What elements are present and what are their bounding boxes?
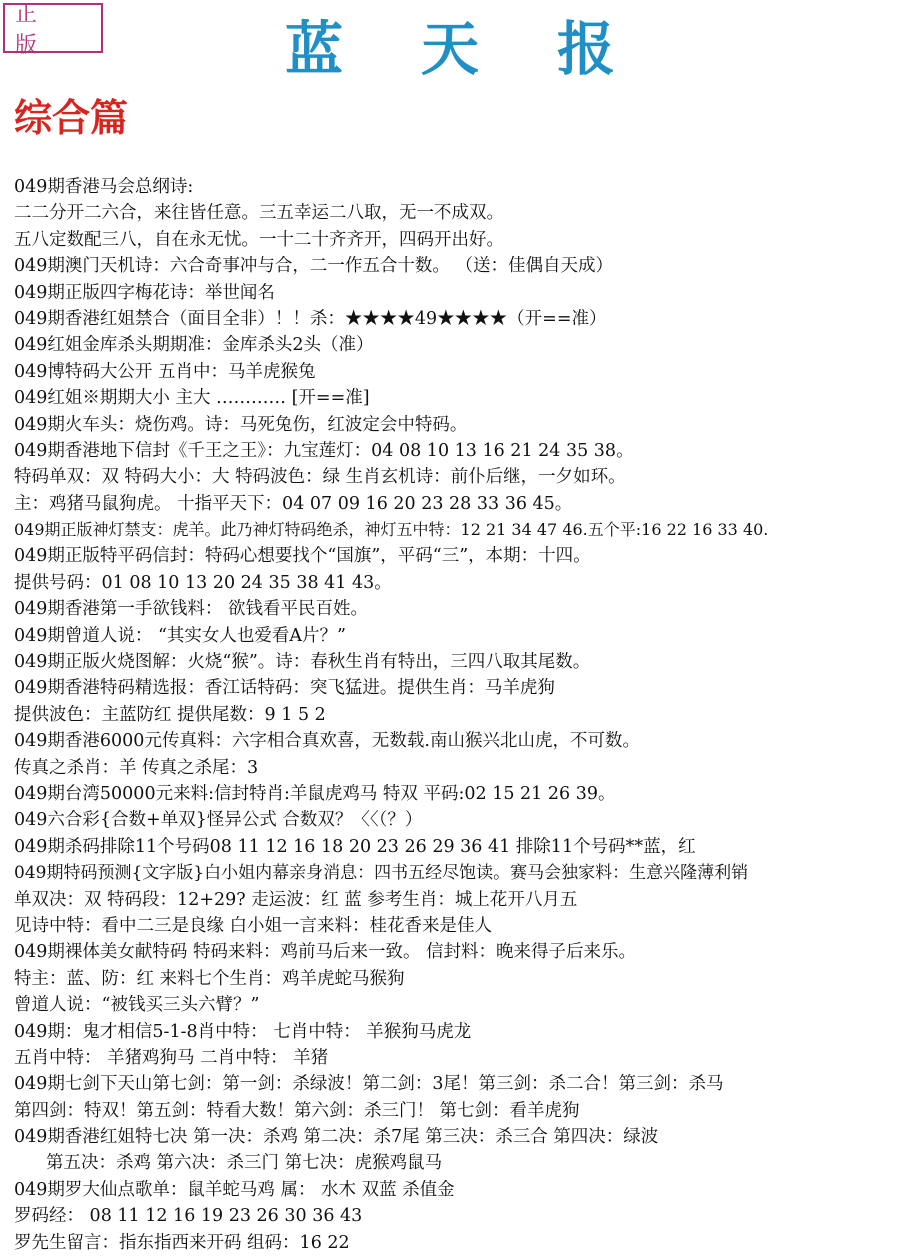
text-line: 049期香港6000元传真料：六字相合真欢喜，无数载.南山猴兴北山虎，不可数。 — [14, 731, 640, 752]
text-line: 049红姐※期期大小 主大 ………… [开==准] — [14, 388, 370, 409]
text-line: 049期香港红姐特七决 第一决：杀鸡 第二决：杀7尾 第三决：杀三合 第四决：绿波 — [14, 1127, 659, 1148]
text-line: 049期香港特码精选报：香江话特码：突飞猛进。提供生肖：马羊虎狗 — [14, 678, 555, 699]
text-line: 049期正版神灯禁支：虎羊。此乃神灯特码绝杀，神灯五中特：12 21 34 47 46.五个平:16 22 16 33 40. — [14, 520, 769, 540]
text-line: 特主：蓝、防：红 来料七个生肖：鸡羊虎蛇马猴狗 — [14, 968, 405, 989]
text-line: 见诗中特：看中二三是良缘 白小姐一言来料：桂花香来是佳人 — [14, 915, 493, 936]
section-heading: 综合篇 — [14, 95, 129, 140]
authentic-stamp: 正 版 — [3, 3, 103, 53]
text-line: 049期七剑下天山第七剑：第一剑：杀绿波！第二剑：3尾！第三剑：杀二合！第三剑：杀马 — [14, 1074, 724, 1095]
text-line: 049期香港地下信封《千王之王》：九宝莲灯：04 08 10 13 16 21 24 35 38。 — [14, 440, 634, 461]
text-line: 特码单双：双 特码大小：大 特码波色：绿 生肖玄机诗：前仆后继，一夕如环。 — [14, 467, 626, 488]
content-body — [14, 174, 896, 1256]
text-line: 第四剑：特双！第五剑：特看大数！第六剑：杀三门！ 第七剑：看羊虎狗 — [14, 1100, 580, 1121]
text-line: 049红姐金库杀头期期准：金库杀头2头（准） — [14, 335, 374, 356]
text-line: 五肖中特： 羊猪鸡狗马 二肖中特： 羊猪 — [14, 1047, 329, 1068]
text-line: 049期香港第一手欲钱料： 欲钱看平民百姓。 — [14, 599, 368, 620]
text-line: 提供波色：主蓝防红 提供尾数：9 1 5 2 — [14, 704, 326, 725]
text-line: 049期香港马会总纲诗: — [14, 177, 194, 197]
text-line: 049期澳门天机诗：六合奇事冲与合，二一作五合十数。 （送：佳偶自天成） — [14, 256, 613, 277]
text-line: 第五决：杀鸡 第六决：杀三门 第七决：虎猴鸡鼠马 — [46, 1153, 443, 1174]
text-line: 049博特码大公开 五肖中：马羊虎猴兔 — [14, 361, 316, 382]
text-line: 五八定数配三八，自在永无忧。一十二十齐齐开，四码开出好。 — [14, 229, 504, 250]
text-line: 049期：鬼才相信5-1-8肖中特： 七肖中特： 羊猴狗马虎龙 — [14, 1021, 472, 1042]
text-line: 049期曾道人说： “其实女人也爱看A片？” — [14, 625, 346, 646]
text-line: 049期杀码排除11个号码08 11 12 16 18 20 23 26 29 36 41 排除11个号码**蓝，红 — [14, 836, 696, 857]
text-line: 049期正版特平码信封：特码心想要找个“国旗”，平码“三”，本期：十四。 — [14, 546, 591, 567]
text-line: 曾道人说：“被钱买三头六臂？” — [14, 995, 260, 1016]
text-line: 罗先生留言：指东指西来开码 组码：16 22 — [14, 1232, 350, 1253]
text-line: 主：鸡猪马鼠狗虎。 十指平天下：04 07 09 16 20 23 28 33 36 45。 — [14, 493, 573, 514]
text-line: 传真之杀肖：羊 传真之杀尾：3 — [14, 757, 259, 778]
text-line: 单双决：双 特码段：12+29? 走运波：红 蓝 参考生肖：城上花开八月五 — [14, 889, 578, 910]
text-line: 049期特码预测{文字版}白小姐内幕亲身消息：四书五经尽饱读。赛马会独家料：生意兴隆薄利销 — [14, 863, 749, 884]
text-line: 049期香港红姐禁合（面目全非）！！杀：★★★★49★★★★（开==准） — [14, 308, 607, 329]
text-line: 049期火车头：烧伤鸡。诗：马死兔伤，红波定会中特码。 — [14, 414, 468, 435]
text-line: 提供号码：01 08 10 13 20 24 35 38 41 43。 — [14, 572, 392, 593]
text-line: 049期罗大仙点歌单：鼠羊蛇马鸡 属： 水木 双蓝 杀值金 — [14, 1179, 455, 1200]
text-line: 049期裸体美女献特码 特码来料：鸡前马后来一致。 信封料：晚来得子后来乐。 — [14, 942, 637, 963]
page-title: 蓝天报 — [284, 15, 693, 83]
text-line: 二二分开二六合，来往皆任意。三五幸运二八取，无一不成双。 — [14, 203, 504, 224]
text-line: 049期正版火烧图解：火烧“猴”。诗：春秋生肖有特出，三四八取其尾数。 — [14, 652, 591, 673]
text-line: 罗码经： 08 11 12 16 19 23 26 30 36 43 — [14, 1206, 363, 1227]
text-line: 049期台湾50000元来料:信封特肖:羊鼠虎鸡马 特双 平码:02 15 21 26 39。 — [14, 783, 616, 804]
text-line: 049六合彩{合数+单双}怪异公式 合数双？〈〈（？） — [14, 810, 423, 831]
text-line: 049期正版四字梅花诗：举世闻名 — [14, 282, 275, 303]
